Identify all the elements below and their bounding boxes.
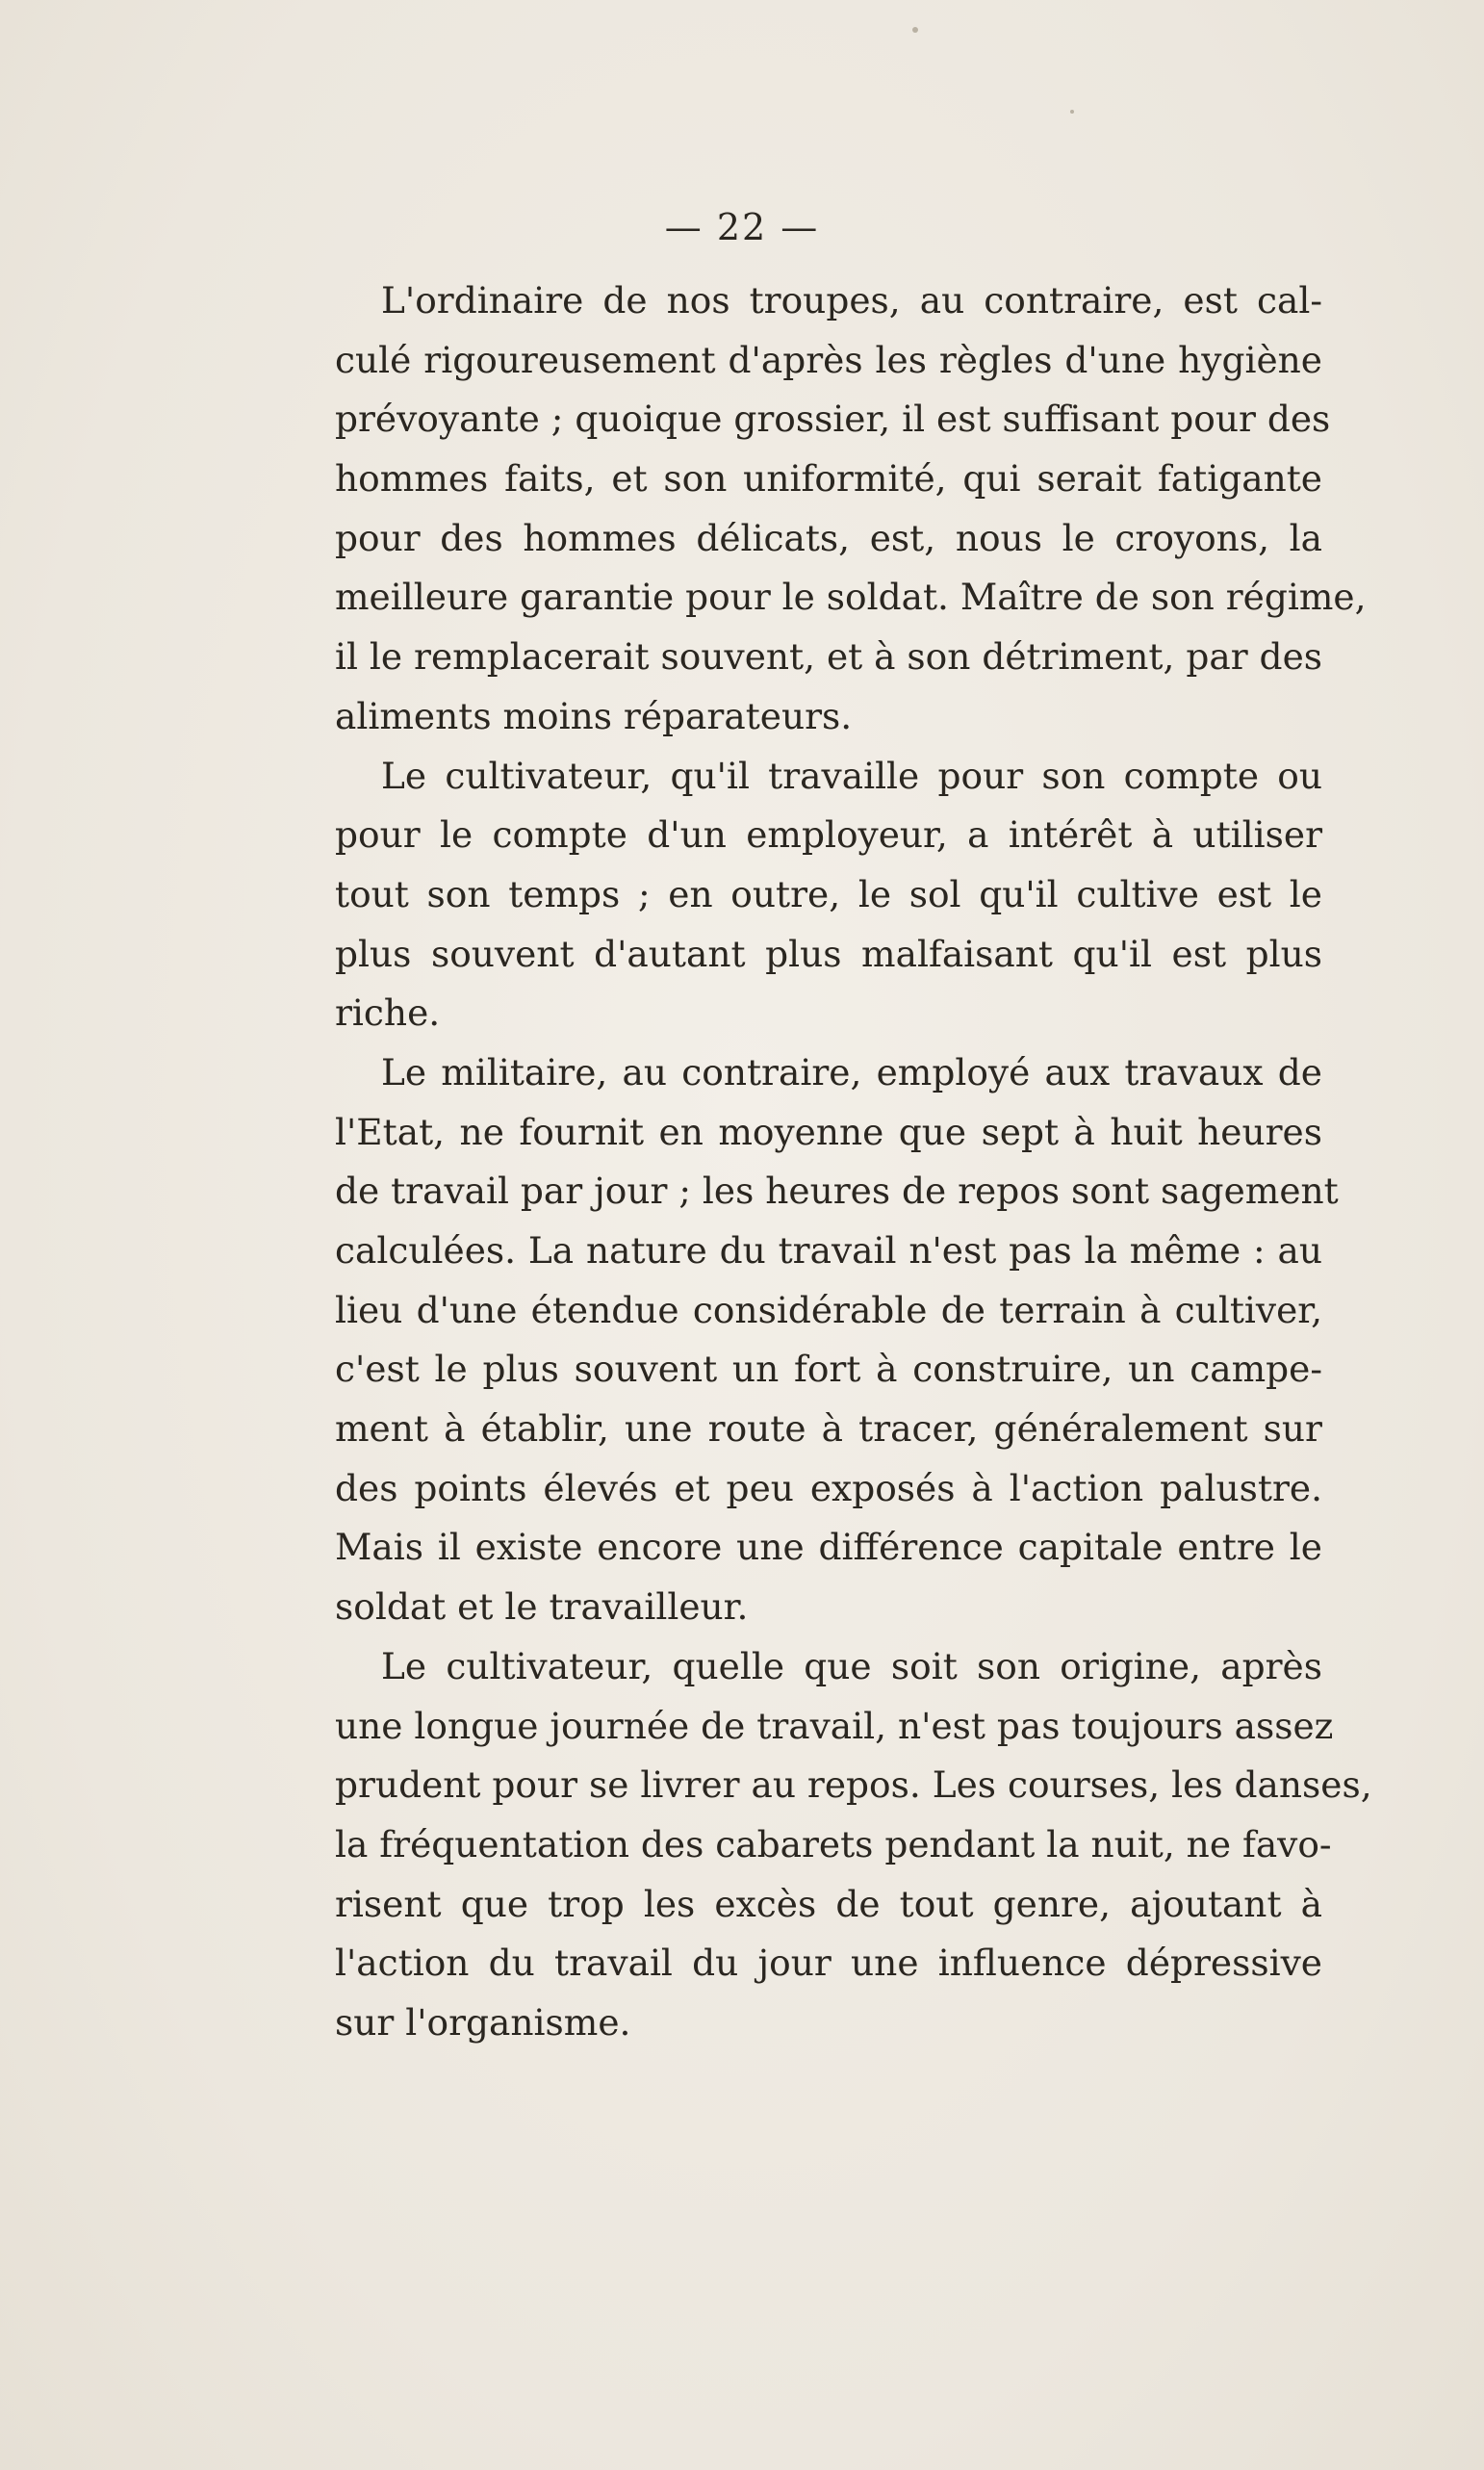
text-line: prudent pour se livrer au repos. Les courses, les danses,: [335, 1763, 1372, 1807]
text-line: pour des hommes délicats, est, nous le croyons, la: [335, 516, 1322, 559]
text-line: des points élevés et peu exposés à l'action palustre.: [335, 1466, 1322, 1509]
text-line: une longue journée de travail, n'est pas toujours assez: [335, 1704, 1334, 1747]
paragraph: [335, 1043, 1339, 1637]
text-line: Le cultivateur, quelle que soit son origine, après: [381, 1644, 1322, 1687]
text-line: culé rigoureusement d'après les règles d'une hygiène: [335, 338, 1322, 381]
text-line: tout son temps ; en outre, le sol qu'il cultive est le: [335, 872, 1322, 915]
text-line: L'ordinaire de nos troupes, au contraire, est cal-: [381, 279, 1322, 322]
text-line: Mais il existe encore une différence capitale entre le: [335, 1526, 1322, 1569]
paragraph: [335, 271, 1367, 747]
text-line: il le remplacerait souvent, et à son détriment, par des: [335, 635, 1322, 679]
text-line: sur l'organisme.: [335, 2000, 631, 2044]
text-line: lieu d'une étendue considérable de terrain à cultiver,: [335, 1288, 1322, 1331]
text-line: meilleure garantie pour le soldat. Maître de son régime,: [335, 576, 1367, 619]
text-line: soldat et le travailleur.: [335, 1585, 749, 1629]
text-line: ment à établir, une route à tracer, généralement sur: [335, 1407, 1322, 1451]
text-line: Le cultivateur, qu'il travaille pour son compte ou: [381, 754, 1322, 797]
paragraph: [335, 1637, 1372, 2053]
text-line: c'est le plus souvent un fort à construire, un campe-: [335, 1348, 1322, 1391]
text-line: plus souvent d'autant plus malfaisant qu'il est plus: [335, 932, 1322, 975]
paragraph: [335, 747, 1322, 1043]
text-line: pour le compte d'un employeur, a intérêt à utiliser: [335, 813, 1322, 857]
page-number: — 22 —: [664, 206, 820, 248]
text-line: calculées. La nature du travail n'est pas la même : au: [335, 1229, 1322, 1272]
text-line: riche.: [335, 991, 441, 1035]
paper-speck: [1070, 110, 1074, 114]
text-line: la fréquentation des cabarets pendant la nuit, ne favo-: [335, 1822, 1332, 1865]
text-line: l'action du travail du jour une influence dépressive: [335, 1942, 1322, 1985]
text-line: risent que trop les excès de tout genre, ajoutant à: [335, 1882, 1322, 1925]
body-text: [335, 271, 1372, 2053]
text-line: de travail par jour ; les heures de repos sont sagement: [335, 1170, 1339, 1213]
text-line: hommes faits, et son uniformité, qui serait fatigante: [335, 457, 1322, 501]
text-line: aliments moins réparateurs.: [335, 694, 853, 737]
text-line: prévoyante ; quoique grossier, il est suffisant pour des: [335, 398, 1331, 441]
paper-speck: [912, 27, 918, 33]
text-line: l'Etat, ne fournit en moyenne que sept à huit heures: [335, 1110, 1322, 1153]
text-line: Le militaire, au contraire, employé aux travaux de: [381, 1050, 1322, 1093]
